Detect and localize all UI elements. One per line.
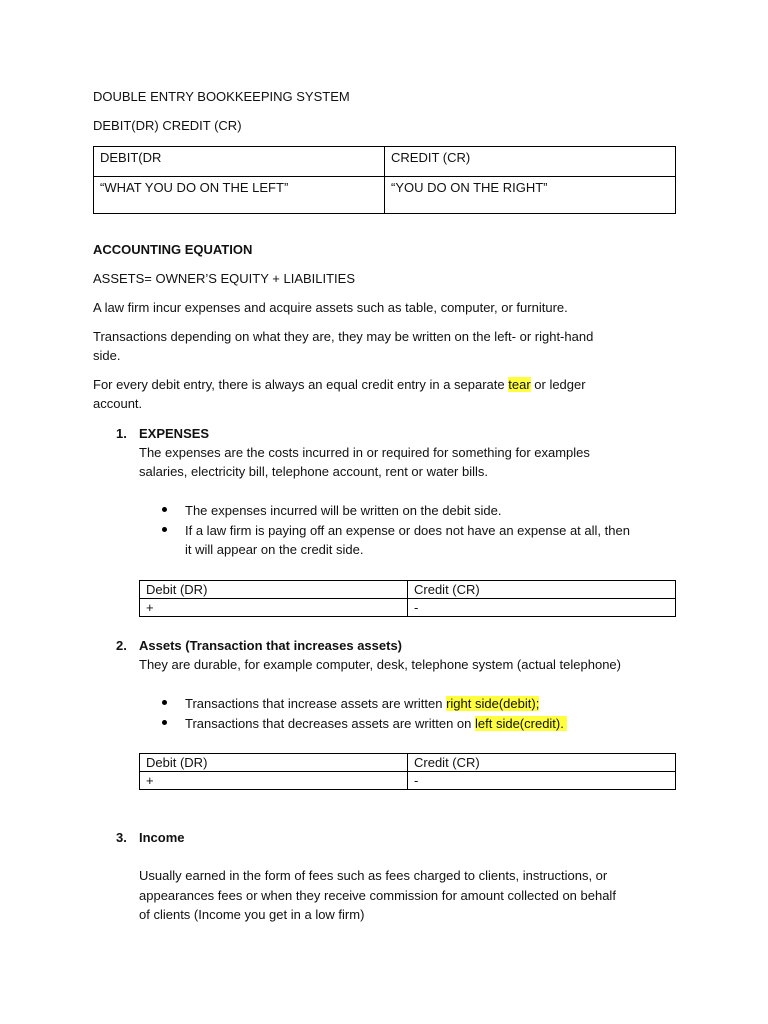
bullet-icon (162, 720, 167, 725)
table-cell-debit: + (140, 772, 408, 790)
table-header-debit: DEBIT(DR (94, 147, 385, 177)
paragraph-3-text-b: or ledger (530, 377, 586, 392)
section-2-bullet-2 (185, 714, 567, 734)
bullet-icon (162, 527, 167, 532)
equation-heading: ACCOUNTING EQUATION (93, 242, 253, 257)
section-3-desc-line-1: Usually earned in the form of fees such as fees charged to clients, instructions, or (139, 868, 608, 883)
document-subtitle: DEBIT(DR) CREDIT (CR) (93, 118, 242, 133)
bullet-1-text: Transactions that increase assets are written (185, 696, 447, 711)
bullet-icon (162, 700, 167, 705)
table-cell-credit: - (408, 599, 676, 617)
bullet-2-text: Transactions that decreases assets are written on (185, 716, 475, 731)
section-2-number: 2. (116, 638, 127, 653)
document-title: DOUBLE ENTRY BOOKKEEPING SYSTEM (93, 89, 350, 104)
table-cell-credit: - (408, 772, 676, 790)
section-1-bullet-2-line-1: If a law firm is paying off an expense or does not have an expense at all, then (185, 523, 630, 538)
section-2-heading: Assets (Transaction that increases assets) (139, 638, 403, 653)
section-2-bullet-1 (185, 694, 539, 714)
assets-table (139, 753, 676, 790)
section-1-number: 1. (116, 426, 127, 441)
table-header-credit: CREDIT (CR) (385, 147, 676, 177)
section-1-desc-line-1: The expenses are the costs incurred in or required for something for examples (139, 445, 590, 460)
paragraph-1: A law firm incur expenses and acquire assets such as table, computer, or furniture. (93, 300, 568, 315)
highlight-left-side: left side(credit). (475, 716, 568, 731)
paragraph-3-line-1 (93, 375, 586, 395)
table-cell-debit: “WHAT YOU DO ON THE LEFT” (94, 177, 385, 214)
section-3-heading: Income (139, 830, 185, 845)
paragraph-2-line-2: side. (93, 348, 121, 363)
debit-credit-table (93, 146, 676, 214)
section-1-heading: EXPENSES (139, 426, 210, 441)
table-cell-debit: + (140, 599, 408, 617)
accounting-equation: ASSETS= OWNER’S EQUITY + LIABILITIES (93, 271, 356, 286)
section-2-desc: They are durable, for example computer, desk, telephone system (actual telephone) (139, 657, 621, 672)
paragraph-2-line-1: Transactions depending on what they are, they may be written on the left- or right-hand (93, 329, 594, 344)
paragraph-3-text-a: For every debit entry, there is always an equal credit entry in a separate (93, 377, 509, 392)
expenses-table (139, 580, 676, 617)
section-3-number: 3. (116, 830, 127, 845)
table-header-credit: Credit (CR) (408, 754, 676, 772)
table-header-credit: Credit (CR) (408, 581, 676, 599)
bullet-icon (162, 507, 167, 512)
section-3-desc-line-3: of clients (Income you get in a low firm) (139, 907, 365, 922)
highlight-right-side: right side(debit); (446, 696, 540, 711)
paragraph-3-line-2: account. (93, 396, 143, 411)
highlight-tear: tear (508, 377, 531, 392)
section-1-bullet-2-line-2: it will appear on the credit side. (185, 542, 364, 557)
table-header-debit: Debit (DR) (140, 581, 408, 599)
table-header-debit: Debit (DR) (140, 754, 408, 772)
section-1-desc-line-2: salaries, electricity bill, telephone account, rent or water bills. (139, 464, 488, 479)
table-cell-credit: “YOU DO ON THE RIGHT” (385, 177, 676, 214)
section-3-desc-line-2: appearances fees or when they receive commission for amount collected on behalf (139, 888, 616, 903)
section-1-bullet-1: The expenses incurred will be written on the debit side. (185, 503, 502, 518)
